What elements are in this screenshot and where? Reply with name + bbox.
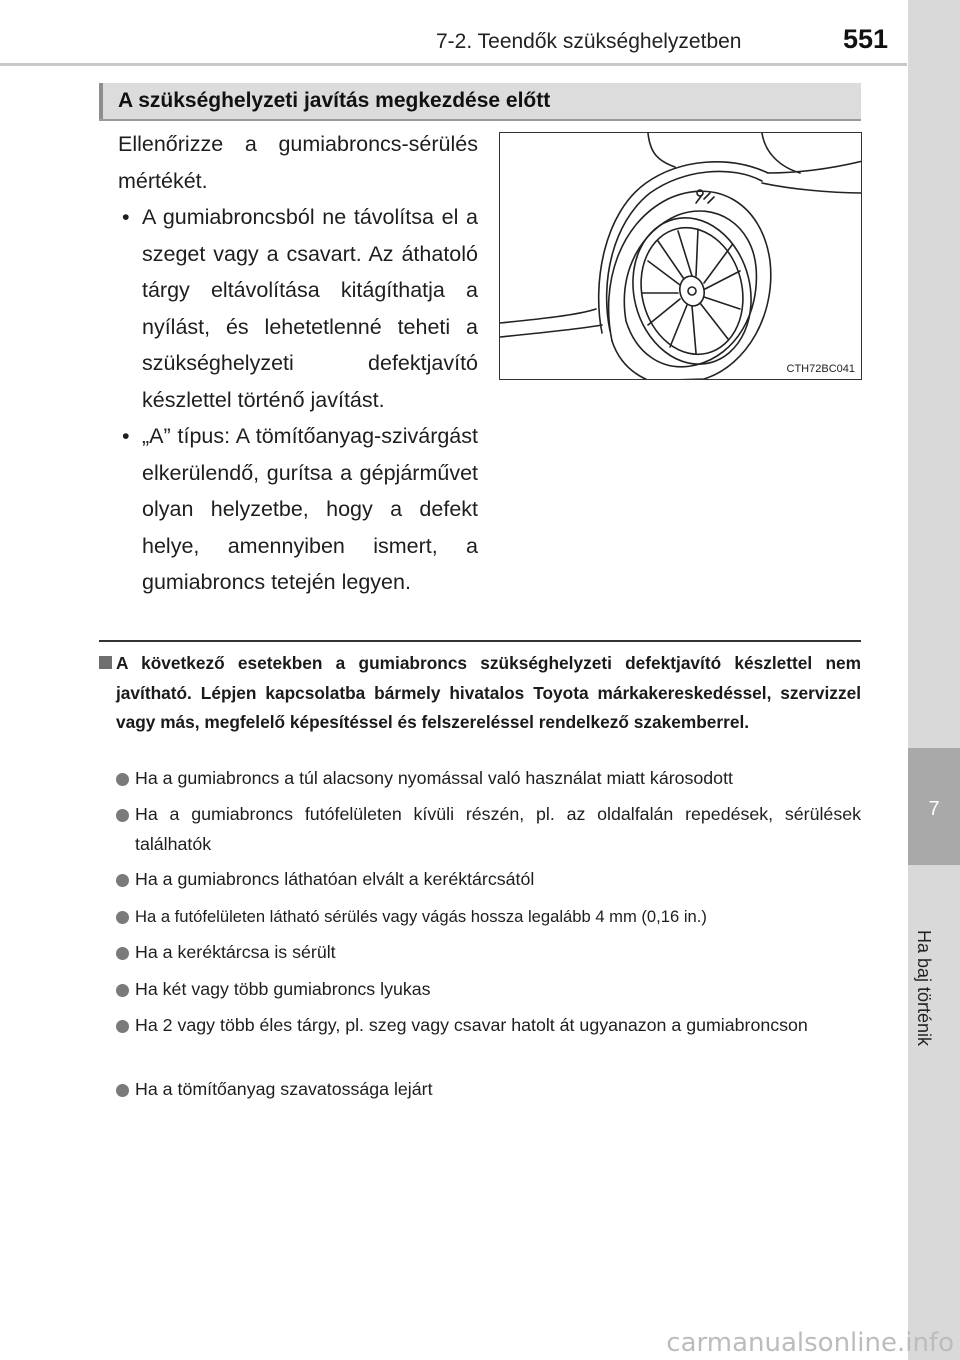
circle-bullet-icon xyxy=(116,1084,129,1097)
condition-text: Ha a gumiabroncs láthatóan elvált a keréktárcsától xyxy=(135,869,535,889)
condition-item xyxy=(116,938,861,968)
circle-bullet-icon xyxy=(116,911,129,924)
condition-item xyxy=(116,1011,861,1041)
watermark: carmanualsonline.info xyxy=(666,1328,954,1358)
bullet-dot: • xyxy=(122,424,130,448)
figure-code: CTH72BC041 xyxy=(786,363,855,375)
square-bullet-icon xyxy=(99,656,112,669)
condition-text: Ha a gumiabroncs futófelületen kívüli részén, pl. az oldalfalán repedések, sérülések találhatók xyxy=(135,804,861,854)
header-rule xyxy=(0,63,907,66)
circle-bullet-icon xyxy=(116,773,129,786)
section-heading xyxy=(99,83,861,119)
bullet-item xyxy=(118,418,478,601)
bullet-item xyxy=(118,199,478,418)
condition-item xyxy=(116,975,861,1005)
conditions-heading xyxy=(99,649,861,738)
section-heading-rule xyxy=(99,119,861,121)
condition-item xyxy=(116,902,861,932)
circle-bullet-icon xyxy=(116,1020,129,1033)
flat-tire-illustration xyxy=(499,132,862,380)
bullet-text: „A” típus: A tömítőanyag-szivárgást elkerülendő, gurítsa a gépjárművet olyan helyzetbe, hogy a defekt helye, amennyiben ismert, a gumiabroncs tetején legyen. xyxy=(142,424,478,594)
side-chapter-tab xyxy=(908,0,960,1360)
intro-block xyxy=(118,126,478,601)
running-header-title: 7-2. Teendők szükséghelyzetben xyxy=(436,30,742,53)
condition-text: Ha a futófelületen látható sérülés vagy vágás hossza legalább 4 mm (0,16 in.) xyxy=(135,907,707,926)
side-chapter-number: 7 xyxy=(928,798,940,820)
circle-bullet-icon xyxy=(116,984,129,997)
section-divider xyxy=(99,640,861,642)
bullet-dot: • xyxy=(122,205,130,229)
condition-text: Ha két vagy több gumiabroncs lyukas xyxy=(135,979,431,999)
intro-paragraph: Ellenőrizze a gumiabroncs-sérülés mértékét. xyxy=(118,132,478,193)
condition-item xyxy=(116,865,861,895)
circle-bullet-icon xyxy=(116,947,129,960)
condition-item xyxy=(116,764,861,794)
circle-bullet-icon xyxy=(116,874,129,887)
circle-bullet-icon xyxy=(116,809,129,822)
condition-item xyxy=(116,1075,861,1105)
section-heading-text: A szükséghelyzeti javítás megkezdése előtt xyxy=(118,89,551,112)
condition-text: Ha 2 vagy több éles tárgy, pl. szeg vagy csavar hatolt át ugyanazon a gumiabroncson xyxy=(135,1015,808,1035)
bullet-text: A gumiabroncsból ne távolítsa el a szeget vagy a csavart. Az áthatoló tárgy eltávolítása kitágíthatja a nyílást, és lehetetlenné teheti a szükséghelyzeti defektjavító készlettel történő javítást. xyxy=(142,205,478,412)
tire-drawing xyxy=(500,133,862,380)
side-chapter-title: Ha baj történik xyxy=(914,930,934,1047)
condition-text: Ha a keréktárcsa is sérült xyxy=(135,942,336,962)
condition-text: Ha a gumiabroncs a túl alacsony nyomással való használat miatt károsodott xyxy=(135,768,733,788)
conditions-heading-text: A következő esetekben a gumiabroncs szükséghelyzeti defektjavító készlettel nem javítható. Lépjen kapcsolatba bármely hivatalos Toyota márkakereskedéssel, szervizzel vagy más, megfelelő képesítéssel és felszereléssel rendelkező szakemberrel. xyxy=(116,653,861,732)
page-number: 551 xyxy=(843,24,889,54)
condition-text: Ha a tömítőanyag szavatossága lejárt xyxy=(135,1079,433,1099)
condition-item xyxy=(116,800,861,859)
